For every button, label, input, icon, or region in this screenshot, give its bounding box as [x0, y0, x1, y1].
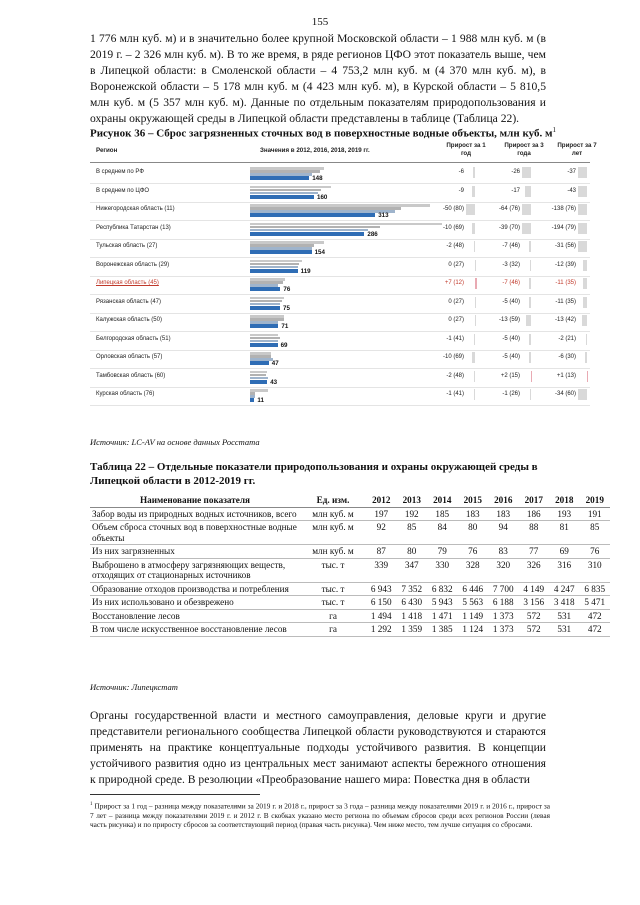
table-row: [90, 521, 610, 545]
chart-row: [90, 369, 590, 388]
growth-bar-g1: [475, 260, 476, 271]
footnote-ref: 1: [552, 126, 556, 134]
table-cell: 1 418: [397, 609, 428, 623]
chart-data-label: 154: [314, 249, 325, 256]
table-cell: 5 563: [458, 596, 489, 610]
growth-bar-g7: [587, 371, 588, 382]
growth-bar-g3: [522, 204, 531, 215]
growth-value-g7: -138 (76): [551, 206, 576, 212]
chart-data-label: 47: [271, 360, 279, 367]
chart-region-label: Рязанская область (47): [96, 298, 162, 305]
chart-bar-2019: [250, 176, 309, 180]
chart-region-label: В среднем по ЦФО: [96, 187, 150, 194]
chart-header: [90, 140, 597, 163]
chart-region-label: В среднем по РФ: [96, 169, 144, 175]
footnote: [90, 800, 550, 829]
growth-bar-g1: [474, 389, 475, 400]
table-cell: 1 359: [397, 623, 428, 637]
chart-row: [90, 239, 590, 258]
table-cell: 7 700: [488, 582, 519, 596]
growth-bar-g3: [530, 389, 531, 400]
table-cell: Восстановление лесов: [90, 609, 300, 623]
table-cell: 310: [580, 558, 611, 582]
chart-region-label: Белгородская область (51): [96, 335, 171, 342]
growth-bar-g3: [529, 241, 531, 252]
growth-bar-g7: [585, 352, 587, 363]
chart-header-region: Регион: [96, 147, 118, 154]
chart-data-label: 148: [312, 175, 323, 182]
table-cell: 92: [366, 521, 397, 545]
table-cell: 328: [458, 558, 489, 582]
table-cell: 1 373: [488, 623, 519, 637]
growth-value-g3: -5 (40): [502, 298, 520, 305]
table-cell: 183: [488, 507, 519, 521]
chart-header-growth-3y: Прирост за 3 года: [504, 142, 544, 157]
growth-value-g1: -2 (48): [446, 243, 464, 249]
table-caption: Таблица 22 – Отдельные показатели природопользования и охраны окружающей среды в Липецкой области в 2012-2019 гг.: [90, 461, 538, 487]
growth-bar-g1: [472, 186, 475, 197]
chart-bar-2019: [250, 361, 269, 365]
growth-value-g3: -1 (26): [502, 391, 520, 397]
table-cell: 3 418: [549, 596, 580, 610]
growth-value-g1: -2 (48): [446, 372, 464, 379]
chart-row: [90, 184, 590, 203]
figure-caption: [90, 126, 560, 140]
table-cell: млн куб. м: [300, 507, 366, 521]
table-row: [90, 545, 610, 559]
growth-bar-g7: [578, 223, 587, 234]
table-cell: 79: [427, 545, 458, 559]
chart-bar-2019: [250, 306, 280, 310]
growth-value-g7: -2 (21): [558, 335, 576, 342]
growth-bar-g1: [466, 204, 475, 215]
table-cell: 76: [458, 545, 489, 559]
growth-bar-g7: [578, 204, 587, 215]
chart-data-label: 69: [280, 341, 288, 349]
table-cell: 5 943: [427, 596, 458, 610]
growth-bar-g3: [522, 167, 531, 178]
growth-bar-g3: [529, 278, 531, 289]
growth-value-g7: -31 (56): [554, 243, 576, 249]
table-cell: 572: [519, 623, 550, 637]
table-cell: 4 247: [549, 582, 580, 596]
table-cell: млн куб. м: [300, 545, 366, 559]
table-cell: 1 373: [488, 609, 519, 623]
table-cell: 316: [549, 558, 580, 582]
table-cell: 3 156: [519, 596, 550, 610]
growth-bar-g3: [526, 315, 531, 326]
table-cell: га: [300, 623, 366, 637]
growth-bar-g7: [578, 186, 587, 197]
footnote-divider: [90, 794, 260, 795]
chart-data-label: 43: [270, 378, 278, 386]
growth-value-g1: -1 (41): [446, 335, 464, 342]
table-cell: 186: [519, 507, 550, 521]
growth-value-g7: -11 (35): [555, 280, 576, 286]
chart-bar-2019: [250, 398, 254, 402]
chart-data-label: 160: [317, 193, 328, 201]
chart-bar-2019: [250, 213, 375, 217]
growth-value-g1: -6: [458, 169, 464, 175]
indicators-table: [90, 494, 610, 637]
table-cell: 347: [397, 558, 428, 582]
table-cell: Из них использовано и обезврежено: [90, 596, 300, 610]
growth-value-g3: -17: [511, 187, 520, 194]
growth-bar-g1: [474, 371, 475, 382]
growth-value-g1: +7 (12): [444, 280, 464, 286]
chart-data-label: 313: [378, 212, 389, 219]
table-cell: 472: [580, 623, 611, 637]
chart-region-label: Калужская область (50): [96, 317, 162, 323]
paragraph-intro: 1 776 млн куб. м) и в значительно более крупной Московской области – 1 988 млн куб. м (в 2019 г. – 2 326 млн куб. м). В то же время, в ряде регионов ЦФО этот показатель выше, чем в Липецкой области: в Смоленской области – 4 753,2 млн куб. м (4 370 млн куб. м), в Воронежской области – 5 178 млн куб. м (4 423 млн куб. м), в Курской области – 5 810,5 млн куб. м (5 357 млн куб. м). Данные по отдельным показателям природопользования и охраны окружающей среды в Липецкой области представлены в таблице (Таблица 22).: [90, 32, 546, 125]
chart-bar-2019: [250, 380, 267, 384]
chart-bar-2019: [250, 250, 312, 254]
table-cell: 80: [458, 521, 489, 545]
table-header-cell: 2014: [427, 494, 458, 507]
table-cell: 80: [397, 545, 428, 559]
chart-bar-2019: [250, 287, 280, 291]
table-cell: 5 471: [580, 596, 611, 610]
table-cell: млн куб. м: [300, 521, 366, 545]
growth-bar-g3: [530, 260, 531, 271]
table-cell: 6 188: [488, 596, 519, 610]
table-row: [90, 558, 610, 582]
chart-header-growth-7y: Прирост за 7 лет: [557, 142, 597, 157]
growth-bar-g1: [474, 241, 475, 252]
table-cell: 76: [580, 545, 611, 559]
chart-row: [90, 313, 590, 332]
chart-row: [90, 387, 590, 406]
chart-region-label: Тамбовская область (60): [96, 372, 166, 379]
table-header-cell: 2017: [519, 494, 550, 507]
table-cell: 330: [427, 558, 458, 582]
table-cell: Образование отходов производства и потребления: [90, 582, 300, 596]
growth-value-g3: -7 (46): [502, 280, 520, 286]
table-cell: 6 943: [366, 582, 397, 596]
table-cell: 85: [580, 521, 611, 545]
growth-value-g3: -5 (40): [502, 354, 520, 360]
chart-header-growth-1y: Прирост за 1 год: [446, 142, 486, 157]
table-header-cell: 2018: [549, 494, 580, 507]
table-cell: 6 150: [366, 596, 397, 610]
chart-region-label: Нижегородская область (11): [96, 206, 175, 212]
growth-bar-g7: [583, 260, 587, 271]
chart-data-label: 119: [300, 267, 311, 275]
table-cell: В том числе искусственное восстановление лесов: [90, 623, 300, 637]
growth-bar-g7: [578, 167, 587, 178]
chart-data-label: 286: [367, 230, 378, 238]
growth-value-g3: -26: [511, 169, 520, 175]
table-cell: 88: [519, 521, 550, 545]
table-cell: 183: [458, 507, 489, 521]
growth-bar-g3: [531, 371, 532, 382]
table-cell: 87: [366, 545, 397, 559]
table-cell: 193: [549, 507, 580, 521]
table-cell: 472: [580, 609, 611, 623]
growth-bar-g7: [578, 241, 587, 252]
table-cell: 77: [519, 545, 550, 559]
table-header-cell: Ед. изм.: [300, 494, 366, 507]
growth-bar-g7: [583, 297, 587, 308]
growth-value-g7: -12 (39): [554, 261, 576, 268]
table-header-cell: Наименование показателя: [90, 494, 300, 507]
table-cell: 185: [427, 507, 458, 521]
table-cell: 191: [580, 507, 611, 521]
table-header-cell: 2013: [397, 494, 428, 507]
table-cell: 84: [427, 521, 458, 545]
table-cell: 85: [397, 521, 428, 545]
table-header-cell: 2016: [488, 494, 519, 507]
table-cell: 1 292: [366, 623, 397, 637]
wastewater-chart: [90, 140, 597, 430]
table-row: [90, 582, 610, 596]
table-cell: 4 149: [519, 582, 550, 596]
table-header-cell: 2015: [458, 494, 489, 507]
growth-value-g1: 0 (27): [448, 261, 464, 268]
growth-value-g7: -43: [567, 187, 576, 194]
growth-value-g1: -9: [458, 187, 464, 194]
chart-bar-2019: [250, 195, 314, 199]
table-cell: 531: [549, 623, 580, 637]
table-cell: 81: [549, 521, 580, 545]
table-cell: 531: [549, 609, 580, 623]
table-row: [90, 609, 610, 623]
table-cell: 326: [519, 558, 550, 582]
growth-bar-g3: [529, 334, 531, 345]
growth-value-g1: -10 (69): [442, 354, 464, 360]
footnote-text: Прирост за 1 год – разница между показателями за 2019 г. и 2018 г., прирост за 3 года – разница между показателями 2019 г. и 2016 г., прирост за 7 лет – разница между показателями 2019 г. и 2012 г. В скобках указано место региона по объемам сбросов среди всех регионов России (левая часть рисунка) и по приросту сбросов за соответствующий период (правая часть рисунка). Чем ниже место, тем лучше ситуация со сбросами.: [90, 801, 550, 829]
table-cell: Забор воды из природных водных источников, всего: [90, 507, 300, 521]
growth-bar-g7: [586, 334, 587, 345]
chart-bar-2019: [250, 269, 298, 273]
growth-value-g7: -34 (60): [554, 391, 576, 397]
growth-value-g3: -13 (59): [498, 317, 520, 323]
table-cell: 1 471: [427, 609, 458, 623]
chart-region-label: Липецкая область (45): [96, 280, 159, 286]
growth-value-g7: +1 (13): [556, 372, 576, 379]
growth-bar-g7: [582, 315, 587, 326]
table-cell: тыс. т: [300, 558, 366, 582]
chart-data-label: 76: [283, 286, 291, 293]
growth-value-g7: -37: [567, 169, 576, 175]
growth-bar-g7: [578, 389, 587, 400]
growth-value-g3: +2 (15): [500, 372, 520, 379]
chart-row: [90, 332, 590, 351]
growth-value-g1: -10 (69): [442, 224, 464, 231]
chart-row: [90, 258, 590, 277]
table-cell: 69: [549, 545, 580, 559]
growth-value-g7: -11 (35): [555, 298, 576, 305]
table-cell: 6 835: [580, 582, 611, 596]
table-cell: 197: [366, 507, 397, 521]
table-row: [90, 623, 610, 637]
growth-value-g1: -1 (41): [446, 391, 464, 397]
growth-bar-g1: [475, 278, 477, 289]
chart-row: [90, 295, 590, 314]
chart-region-label: Республика Татарстан (13): [96, 224, 171, 231]
chart-row: [90, 350, 590, 369]
growth-value-g3: -39 (70): [498, 224, 520, 231]
chart-region-label: Воронежская область (29): [96, 261, 170, 268]
table-cell: 6 832: [427, 582, 458, 596]
chart-header-values: Значения в 2012, 2016, 2018, 2019 гг.: [260, 147, 370, 154]
table-cell: 192: [397, 507, 428, 521]
chart-region-label: Орловская область (57): [96, 354, 163, 360]
growth-bar-g3: [525, 186, 531, 197]
table-cell: 1 494: [366, 609, 397, 623]
chart-data-label: 11: [257, 397, 264, 404]
table-cell: 94: [488, 521, 519, 545]
table-header-cell: 2012: [366, 494, 397, 507]
table-cell: 83: [488, 545, 519, 559]
growth-bar-g1: [475, 297, 476, 308]
table-header-cell: 2019: [580, 494, 611, 507]
growth-bar-g3: [529, 352, 531, 363]
figure-source: Источник: LC-AV на основе данных Росстата: [90, 437, 260, 447]
growth-bar-g3: [522, 223, 531, 234]
chart-row: [90, 202, 590, 221]
chart-bar-2019: [250, 343, 278, 347]
figure-caption-text: Рисунок 36 – Сброс загрязненных сточных вод в поверхностные водные объекты, млн куб. м: [90, 127, 553, 140]
table-cell: 572: [519, 609, 550, 623]
growth-bar-g1: [472, 223, 476, 234]
growth-bar-g1: [472, 352, 476, 363]
chart-data-label: 71: [281, 323, 289, 330]
table-cell: 320: [488, 558, 519, 582]
chart-row: [90, 165, 590, 184]
table-cell: 6 430: [397, 596, 428, 610]
table-cell: Выброшено в атмосферу загрязняющих веществ, отходящих от стационарных источников: [90, 558, 300, 582]
growth-value-g7: -194 (79): [551, 224, 576, 231]
table-cell: 1 124: [458, 623, 489, 637]
growth-value-g3: -5 (40): [502, 335, 520, 342]
growth-value-g3: -7 (46): [502, 243, 520, 249]
footnote-mark: 1: [90, 802, 93, 807]
growth-bar-g3: [529, 297, 531, 308]
chart-row: [90, 276, 590, 295]
table-cell: га: [300, 609, 366, 623]
growth-value-g1: -50 (80): [442, 206, 464, 212]
table-source: Источник: Липецкстат: [90, 682, 178, 692]
growth-bar-g1: [475, 315, 476, 326]
table-cell: тыс. т: [300, 596, 366, 610]
chart-region-label: Курская область (76): [96, 391, 155, 397]
table-cell: 1 149: [458, 609, 489, 623]
table-cell: Объем сброса сточных вод в поверхностные водные объекты: [90, 521, 300, 545]
chart-region-label: Тульская область (27): [96, 243, 158, 249]
growth-bar-g1: [473, 167, 475, 178]
chart-data-label: 75: [283, 304, 290, 312]
growth-bar-g7: [583, 278, 587, 289]
table-cell: 7 352: [397, 582, 428, 596]
table-row: [90, 596, 610, 610]
table-header-row: [90, 494, 610, 507]
table-cell: 1 385: [427, 623, 458, 637]
growth-value-g3: -3 (32): [502, 261, 520, 268]
table-body: [90, 507, 610, 636]
table-cell: 339: [366, 558, 397, 582]
growth-bar-g1: [474, 334, 475, 345]
table-cell: тыс. т: [300, 582, 366, 596]
growth-value-g7: -6 (30): [558, 354, 576, 360]
chart-bar-2019: [250, 324, 278, 328]
page-number: 155: [311, 16, 329, 28]
chart-row: [90, 221, 590, 240]
growth-value-g1: 0 (27): [448, 298, 464, 305]
growth-value-g1: 0 (27): [448, 317, 464, 323]
table-row: [90, 507, 610, 521]
chart-bar-2019: [250, 232, 364, 236]
growth-value-g3: -64 (76): [498, 206, 520, 212]
growth-value-g7: -13 (42): [554, 317, 576, 323]
table-cell: 6 446: [458, 582, 489, 596]
table-cell: Из них загрязненных: [90, 545, 300, 559]
paragraph-sustainability: Органы государственной власти и местного самоуправления, деловые круги и другие представители регионального сообщества Липецкой области руководствуются и стараются применять на практике концептуальные подходы устойчивого развития. В концепции устойчивого развития одно из центральных мест занимают аспекты бережного отношения к природной среде. В резолюции «Преобразование нашего мира: Повестка дня в области: [90, 709, 546, 786]
